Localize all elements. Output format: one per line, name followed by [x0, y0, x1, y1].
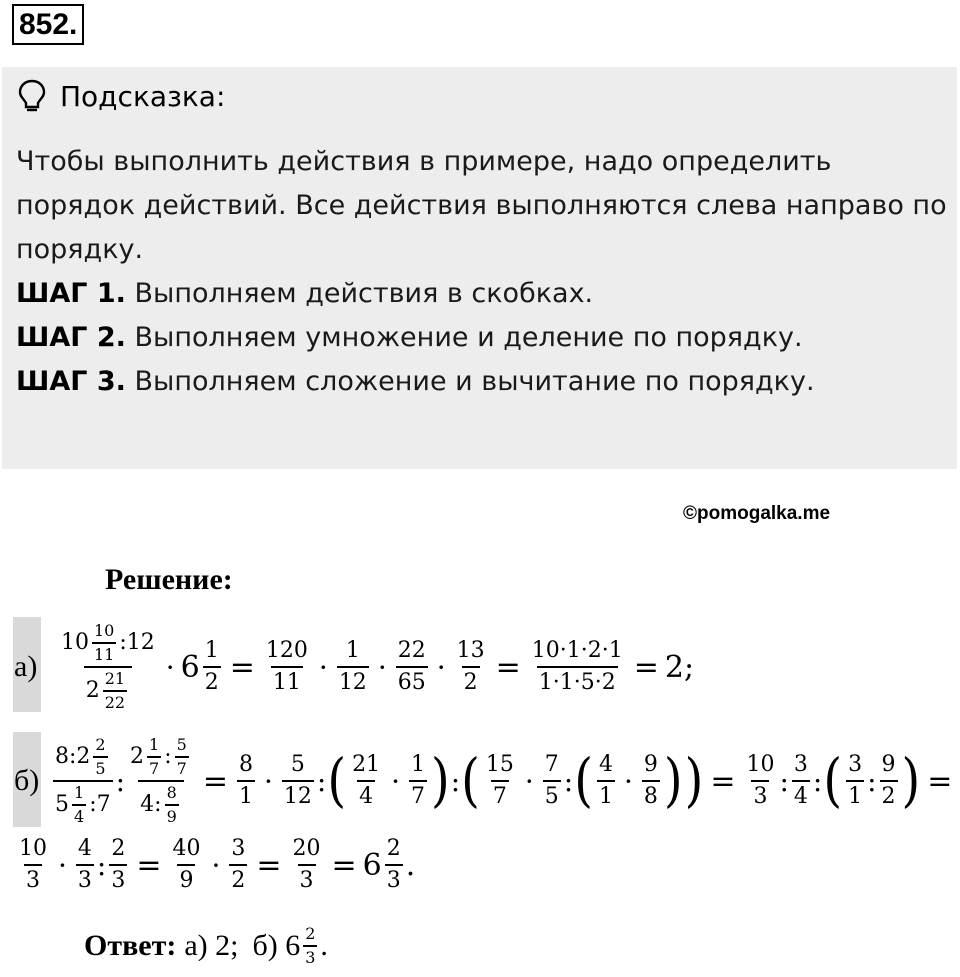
hint-header [16, 78, 225, 114]
step-text: Выполняем действия в скобках. [125, 278, 594, 309]
hint-body [16, 140, 951, 404]
step-text: Выполняем сложение и вычитание по порядку. [125, 366, 815, 397]
answer-label: Ответ: [84, 929, 177, 962]
part-a-expression: 10 $\frac{10}{11}$ :12 2 $\frac{21}{22}$ · 6 $\frac{1}{2}$ = $\frac{120}{11}$ · $\frac{1}{12}$ · $\frac{22}{65}$ · $\frac{13}{2}$ = $\frac{10\cdot 1\cdot 2\cdot 1}{1\cdot 1\cdot 5\cdot 2}$ = 2; [61, 621, 695, 712]
answer-line: Ответ: а) 2; б) 6 $\frac{2}{3}$ . [84, 924, 328, 967]
step-label: ШАГ 1. [16, 278, 126, 309]
part-b-expression-line1: 8:2 $\frac{2}{5}$ 5 $\frac{1}{4}$ :7 : 2 $\frac{1}{7}$ : $\frac{5}{7}$ 4: $\frac{8}{9}$ = $\frac{8}{1}$ · $\frac{5}{12}$ : ( $\frac{21}{4}$ · $\frac{1}{7}$ ) : ( $\frac{15}{7}$ · $\frac{7}{5}$ : ( $\frac{4}{1}$ · $\frac{9}{8}$ ) ) = $\frac{10}{3}$ : $\frac{3}{4}$ : ( $\frac{3}{1}$ : $\frac{9}{2}$ ) = [55, 735, 953, 826]
answer-b-fraction: $\frac{2}{3}$ [305, 924, 316, 967]
part-a-label: а) [14, 650, 38, 683]
answer-b: б) 6 [252, 929, 301, 962]
step-2 [16, 316, 951, 360]
hint-title: Подсказка: [60, 79, 226, 113]
part-b-expression-line2: $\frac{10}{3}$ · $\frac{4}{3}$ : $\frac{2}{3}$ = $\frac{40}{9}$ · $\frac{3}{2}$ = $\frac{20}{3}$ = 6 $\frac{2}{3}$ . [19, 836, 416, 893]
lightbulb-icon [16, 78, 48, 114]
part-b-label: б) [14, 764, 40, 797]
hint-paragraph: Чтобы выполнить действия в примере, надо определить порядок действий. Все действия выполняются слева направо по порядку. [16, 146, 947, 265]
step-3 [16, 360, 951, 404]
copyright: ©pomogalka.me [683, 503, 831, 524]
answer-a: а) 2; [184, 929, 239, 962]
step-text: Выполняем умножение и деление по порядку. [125, 322, 803, 353]
step-1 [16, 272, 951, 316]
problem-number: 852. [12, 4, 84, 45]
step-label: ШАГ 2. [16, 322, 126, 353]
step-label: ШАГ 3. [16, 366, 126, 397]
solution-title: Решение: [105, 563, 233, 596]
